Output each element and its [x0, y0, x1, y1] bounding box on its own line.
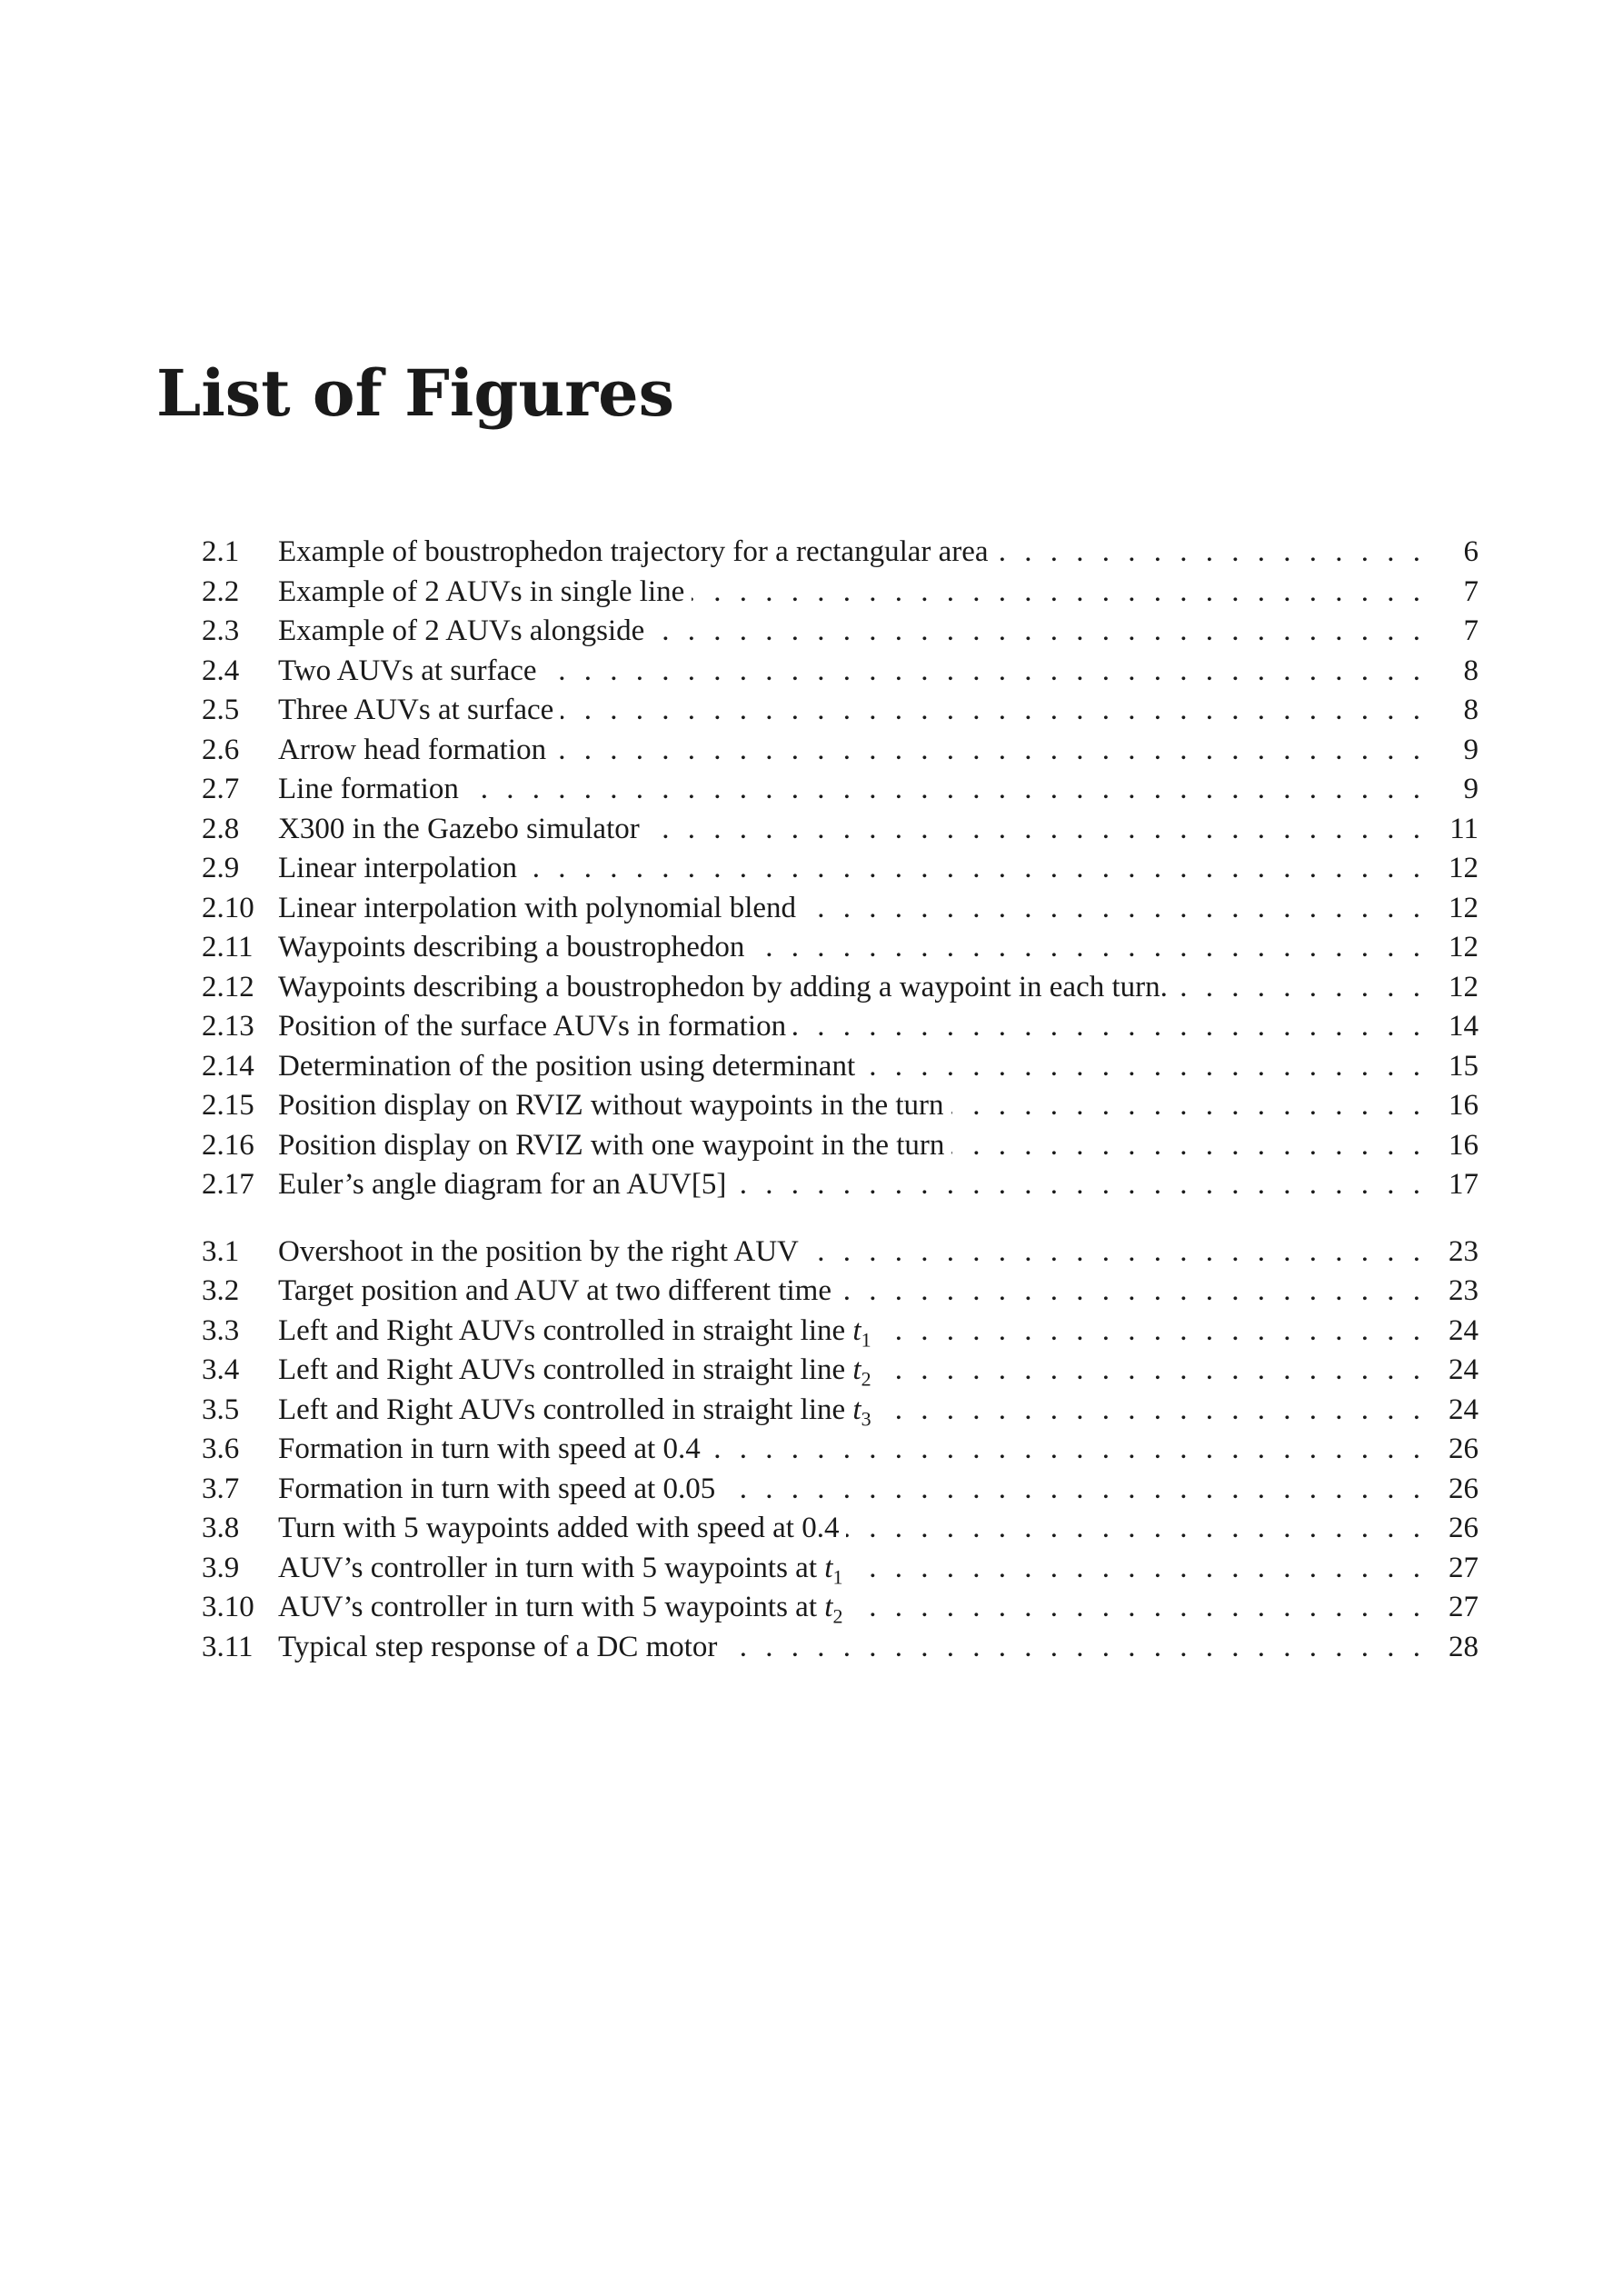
- figure-page-number: 24: [1420, 1351, 1479, 1391]
- figure-number: 2.12: [202, 970, 254, 1003]
- figure-title: [278, 1165, 733, 1205]
- figure-title-text: Formation in turn with speed at 0.4: [278, 1433, 701, 1465]
- figure-page-number: 23: [1420, 1272, 1479, 1312]
- figure-title-text: X300 in the Gazebo simulator: [278, 812, 640, 845]
- figure-title: [278, 612, 652, 652]
- figure-entry[interactable]: [202, 770, 1479, 810]
- figure-title: [278, 1007, 793, 1047]
- figure-page-number: 6: [1420, 533, 1479, 573]
- dot-leader: [879, 1312, 1420, 1352]
- figure-page-number: 23: [1420, 1233, 1479, 1273]
- figure-title: [278, 533, 996, 573]
- figure-title-text: Left and Right AUVs controlled in straight line: [278, 1393, 846, 1426]
- dot-leader: [561, 691, 1420, 731]
- dot-leader: [850, 1588, 1420, 1628]
- figure-title: [278, 573, 692, 613]
- figure-title-text: Formation in turn with speed at 0.05: [278, 1472, 716, 1505]
- figure-time-variable: t: [824, 1551, 833, 1584]
- figure-page-number: 17: [1420, 1165, 1479, 1205]
- figure-title: [278, 691, 561, 731]
- dot-leader: [524, 849, 1420, 889]
- figure-page-number: 8: [1420, 691, 1479, 731]
- figure-title-text: Arrow head formation: [278, 733, 547, 766]
- figure-title: [278, 1312, 879, 1352]
- figure-title-text: Line formation: [278, 773, 459, 805]
- figure-number: 2.7: [202, 773, 240, 805]
- figure-page-number: 7: [1420, 612, 1479, 652]
- figure-time-subscript: 2: [832, 1604, 843, 1628]
- figure-entry[interactable]: [202, 968, 1479, 1008]
- figure-entry[interactable]: [202, 1351, 1479, 1391]
- figure-page-number: 15: [1420, 1047, 1479, 1087]
- dot-leader: [862, 1047, 1420, 1087]
- figure-number: 3.11: [202, 1630, 254, 1663]
- figure-page-number: 12: [1420, 968, 1479, 1008]
- dot-leader: [839, 1272, 1420, 1312]
- dot-leader: [951, 1126, 1420, 1166]
- dot-leader: [1175, 968, 1420, 1008]
- figure-title-text: AUV’s controller in turn with 5 waypoints at: [278, 1551, 818, 1584]
- figure-title: [278, 889, 803, 929]
- dot-leader: [752, 928, 1420, 968]
- figure-entry[interactable]: [202, 1007, 1479, 1047]
- figure-title-text: Position of the surface AUVs in formation: [278, 1010, 787, 1043]
- figure-page-number: 26: [1420, 1430, 1479, 1470]
- figure-title: [278, 770, 466, 810]
- figure-entry[interactable]: [202, 928, 1479, 968]
- dot-leader: [553, 731, 1420, 771]
- figure-title-text: Linear interpolation with polynomial blend: [278, 891, 797, 924]
- figure-page-number: 28: [1420, 1628, 1479, 1668]
- figure-title-text: Two AUVs at surface: [278, 654, 537, 687]
- figure-title-text: AUV’s controller in turn with 5 waypoints at: [278, 1591, 818, 1623]
- figure-number: 3.5: [202, 1393, 240, 1426]
- figure-page-number: 7: [1420, 573, 1479, 613]
- figure-page-number: 27: [1420, 1549, 1479, 1589]
- page-title: List of Figures: [156, 355, 675, 431]
- dot-leader: [647, 810, 1420, 850]
- figure-page-number: 11: [1420, 810, 1479, 850]
- figure-page-number: 12: [1420, 889, 1479, 929]
- figure-title: [278, 968, 1175, 1008]
- figure-title-text: Position display on RVIZ with one waypoint in the turn: [278, 1128, 945, 1162]
- dot-leader: [466, 770, 1420, 810]
- figure-title-text: Three AUVs at surface: [278, 694, 554, 726]
- figure-title: [278, 652, 544, 692]
- figure-entry[interactable]: [202, 849, 1479, 889]
- figure-entry[interactable]: [202, 1312, 1479, 1352]
- figure-entry[interactable]: [202, 1165, 1479, 1205]
- figure-title: [278, 1086, 951, 1126]
- dot-leader: [846, 1509, 1420, 1549]
- figure-number: 3.1: [202, 1234, 240, 1268]
- figure-number: 2.8: [202, 812, 240, 845]
- dot-leader: [544, 652, 1420, 692]
- dot-leader: [951, 1086, 1420, 1126]
- figure-title-text: Example of boustrophedon trajectory for a rectangular area: [278, 535, 989, 568]
- figure-number: 3.10: [202, 1591, 254, 1623]
- dot-leader: [722, 1470, 1420, 1510]
- figure-entry[interactable]: [202, 1272, 1479, 1312]
- figure-title-text: Determination of the position using determinant: [278, 1049, 856, 1083]
- figure-page-number: 16: [1420, 1126, 1479, 1166]
- figure-title-text: Euler’s angle diagram for an AUV[5]: [278, 1168, 727, 1201]
- figure-page-number: 26: [1420, 1470, 1479, 1510]
- figure-number: 2.9: [202, 852, 240, 884]
- figure-entry[interactable]: [202, 691, 1479, 731]
- figure-time-subscript: 3: [861, 1407, 871, 1431]
- figure-page-number: 24: [1420, 1391, 1479, 1431]
- dot-leader: [733, 1165, 1420, 1205]
- dot-leader: [708, 1430, 1420, 1470]
- figure-time-subscript: 1: [861, 1328, 871, 1352]
- figure-page-number: 9: [1420, 770, 1479, 810]
- figure-number: 3.2: [202, 1274, 240, 1307]
- figure-time-subscript: 1: [832, 1565, 843, 1589]
- figure-title: [278, 1391, 879, 1431]
- list-of-figures: [202, 533, 1479, 1667]
- figure-entry[interactable]: [202, 1047, 1479, 1087]
- figure-entry[interactable]: [202, 652, 1479, 692]
- figure-title-text: Left and Right AUVs controlled in straight line: [278, 1353, 846, 1386]
- figure-entry[interactable]: [202, 1126, 1479, 1166]
- figure-entry[interactable]: [202, 573, 1479, 613]
- figure-entry[interactable]: [202, 1391, 1479, 1431]
- figure-number: 2.11: [202, 931, 254, 963]
- figure-number: 2.15: [202, 1089, 254, 1122]
- figure-time-variable: t: [852, 1353, 861, 1386]
- figure-number: 2.14: [202, 1049, 254, 1083]
- figure-number: 3.4: [202, 1353, 240, 1386]
- figure-number: 2.17: [202, 1168, 254, 1201]
- figure-number: 2.13: [202, 1010, 254, 1043]
- dot-leader: [652, 612, 1420, 652]
- figure-time-variable: t: [824, 1591, 833, 1623]
- figure-page-number: 24: [1420, 1312, 1479, 1352]
- dot-leader: [724, 1628, 1420, 1668]
- figure-number: 2.16: [202, 1128, 254, 1162]
- figure-title-text: Overshoot in the position by the right AUV: [278, 1234, 799, 1268]
- figure-page-number: 12: [1420, 928, 1479, 968]
- figure-entry[interactable]: [202, 1588, 1479, 1628]
- figure-number: 2.4: [202, 654, 240, 687]
- dot-leader: [793, 1007, 1420, 1047]
- figure-title: [278, 731, 553, 771]
- figure-page-number: 12: [1420, 849, 1479, 889]
- figure-title-text: Turn with 5 waypoints added with speed at 0.4: [278, 1512, 840, 1544]
- dot-leader: [806, 1233, 1420, 1273]
- figure-entry[interactable]: [202, 1470, 1479, 1510]
- figure-number: 2.1: [202, 535, 240, 568]
- figure-entry[interactable]: [202, 1233, 1479, 1273]
- figure-page-number: 9: [1420, 731, 1479, 771]
- figure-title-text: Target position and AUV at two different time: [278, 1274, 832, 1307]
- dot-leader: [692, 573, 1420, 613]
- dot-leader: [879, 1351, 1420, 1391]
- figure-group: [202, 1233, 1479, 1668]
- figure-time-variable: t: [852, 1313, 861, 1347]
- figure-number: 2.10: [202, 891, 254, 924]
- figure-title: [278, 1126, 951, 1166]
- figure-entry[interactable]: [202, 889, 1479, 929]
- figure-number: 2.2: [202, 574, 240, 608]
- figure-entry[interactable]: [202, 1086, 1479, 1126]
- figure-number: 2.6: [202, 733, 240, 766]
- figure-title: [278, 1509, 846, 1549]
- figure-title: [278, 1272, 839, 1312]
- figure-title: [278, 928, 752, 968]
- figure-title-text: Left and Right AUVs controlled in straight line: [278, 1313, 846, 1347]
- figure-entry[interactable]: [202, 810, 1479, 850]
- figure-page-number: 8: [1420, 652, 1479, 692]
- dot-leader: [850, 1549, 1420, 1589]
- figure-entry[interactable]: [202, 533, 1479, 573]
- figure-title: [278, 1047, 862, 1087]
- figure-title: [278, 1549, 850, 1589]
- dot-leader: [803, 889, 1420, 929]
- figure-number: 3.9: [202, 1551, 240, 1584]
- figure-number: 3.6: [202, 1433, 240, 1465]
- dot-leader: [879, 1391, 1420, 1431]
- figure-title-text: Waypoints describing a boustrophedon by adding a waypoint in each turn.: [278, 970, 1168, 1003]
- figure-entry[interactable]: [202, 1549, 1479, 1589]
- figure-title-text: Waypoints describing a boustrophedon: [278, 931, 745, 963]
- figure-title-text: Example of 2 AUVs in single line: [278, 574, 685, 608]
- figure-time-subscript: 2: [861, 1367, 871, 1391]
- figure-page-number: 16: [1420, 1086, 1479, 1126]
- figure-entry[interactable]: [202, 612, 1479, 652]
- figure-title-text: Position display on RVIZ without waypoints in the turn: [278, 1089, 944, 1122]
- figure-number: 3.7: [202, 1472, 240, 1505]
- figure-title: [278, 1233, 806, 1273]
- figure-number: 2.5: [202, 694, 240, 726]
- figure-entry[interactable]: [202, 1509, 1479, 1549]
- figure-title: [278, 1588, 850, 1628]
- figure-number: 2.3: [202, 614, 240, 647]
- figure-title-text: Linear interpolation: [278, 852, 517, 884]
- figure-title: [278, 1430, 708, 1470]
- figure-title: [278, 1628, 724, 1668]
- figure-title: [278, 1351, 879, 1391]
- figure-number: 3.3: [202, 1313, 240, 1347]
- figure-group: [202, 533, 1479, 1205]
- figure-title: [278, 849, 524, 889]
- figure-entry[interactable]: [202, 731, 1479, 771]
- figure-page-number: 14: [1420, 1007, 1479, 1047]
- figure-entry[interactable]: [202, 1430, 1479, 1470]
- figure-page-number: 27: [1420, 1588, 1479, 1628]
- dot-leader: [996, 533, 1420, 573]
- figure-number: 3.8: [202, 1512, 240, 1544]
- figure-page-number: 26: [1420, 1509, 1479, 1549]
- figure-entry[interactable]: [202, 1628, 1479, 1668]
- figure-title-text: Example of 2 AUVs alongside: [278, 614, 645, 647]
- figure-time-variable: t: [852, 1393, 861, 1426]
- figure-title: [278, 1470, 722, 1510]
- figure-title-text: Typical step response of a DC motor: [278, 1630, 718, 1663]
- figure-title: [278, 810, 647, 850]
